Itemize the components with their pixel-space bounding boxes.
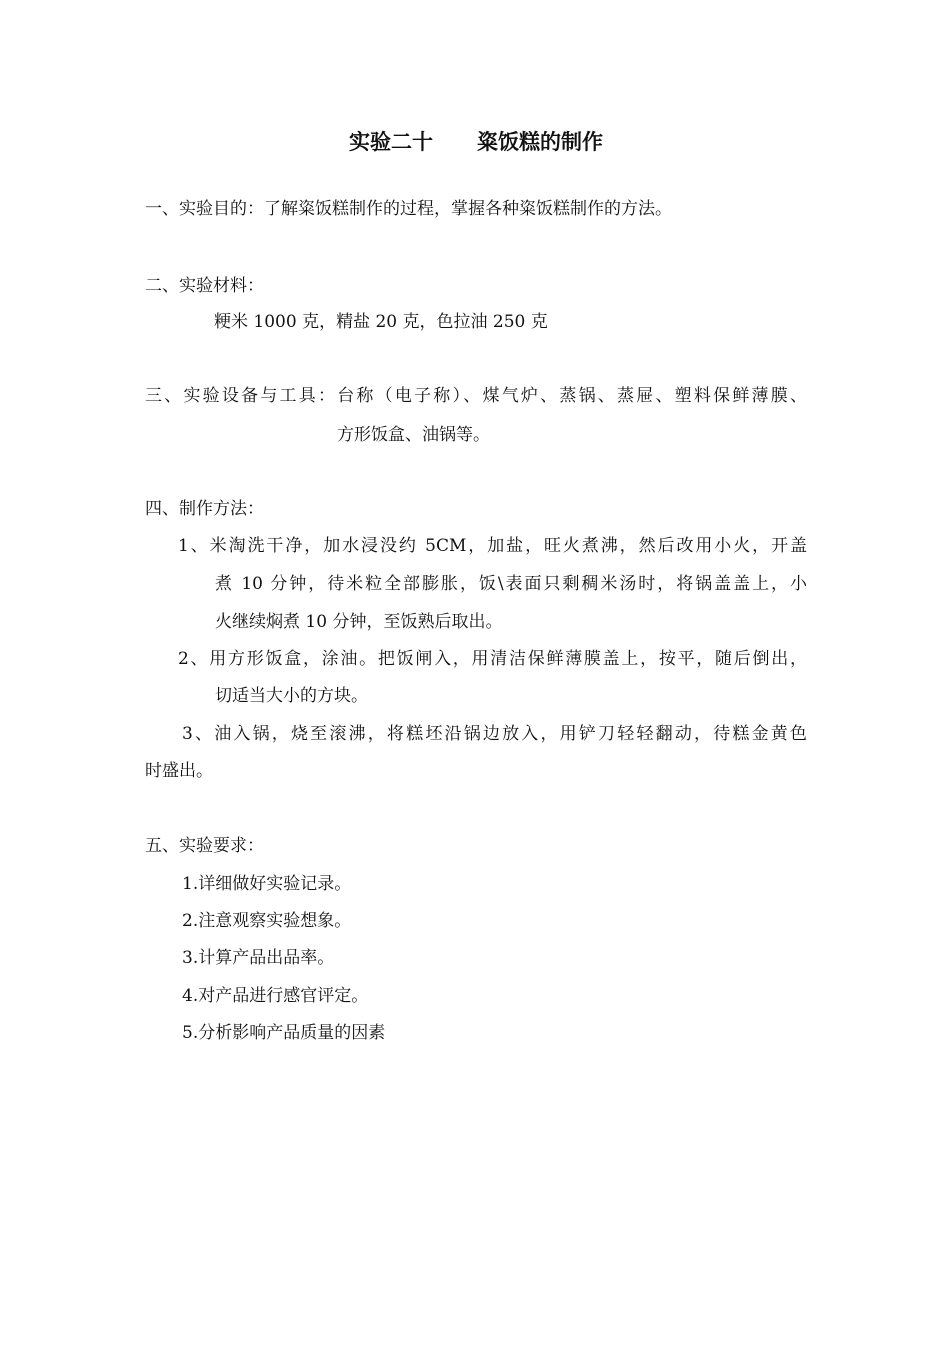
materials-list: 粳米 1000 克，精盐 20 克，色拉油 250 克 (214, 312, 548, 332)
requirement-item: 1.详细做好实验记录。 (182, 874, 352, 894)
requirement-item: 2.注意观察实验想象。 (182, 911, 352, 931)
method-step1-line3: 火继续焖煮 10 分钟，至饭熟后取出。 (215, 612, 503, 632)
section-equipment-line2: 方形饭盒、油锅等。 (337, 425, 490, 445)
page-title (0, 126, 952, 156)
section-equipment-line1: 三、实验设备与工具：台称（电子称）、煤气炉、蒸锅、蒸屉、塑料保鲜薄膜、 (145, 386, 807, 406)
section-purpose: 一、实验目的：了解粢饭糕制作的过程，掌握各种粢饭糕制作的方法。 (145, 199, 672, 219)
requirement-item: 4.对产品进行感官评定。 (182, 986, 369, 1006)
method-step2-line2: 切适当大小的方块。 (215, 686, 368, 706)
title-experiment-name: 粢饭糕的制作 (477, 129, 603, 154)
section-method-heading: 四、制作方法： (145, 499, 264, 519)
title-experiment-number: 实验二十 (349, 129, 433, 154)
section-materials-heading: 二、实验材料： (145, 276, 264, 296)
requirement-item: 5.分析影响产品质量的因素 (182, 1023, 386, 1043)
method-step2-line1: 2、用方形饭盒，涂油。把饭闸入，用清洁保鲜薄膜盖上，按平，随后倒出， (178, 649, 807, 669)
requirement-item: 3.计算产品出品率。 (182, 948, 335, 968)
method-step1-line2: 煮 10 分钟，待米粒全部膨胀，饭\表面只剩稠米汤时，将锅盖盖上，小 (215, 574, 807, 594)
method-step1-line1: 1、米淘洗干净，加水浸没约 5CM，加盐，旺火煮沸，然后改用小火，开盖 (178, 536, 807, 556)
method-step3-line2: 时盛出。 (145, 761, 213, 781)
method-step3-line1: 3、油入锅，烧至滚沸，将糕坯沿锅边放入，用铲刀轻轻翻动，待糕金黄色 (182, 724, 807, 744)
section-requirements-heading: 五、实验要求： (145, 836, 264, 856)
